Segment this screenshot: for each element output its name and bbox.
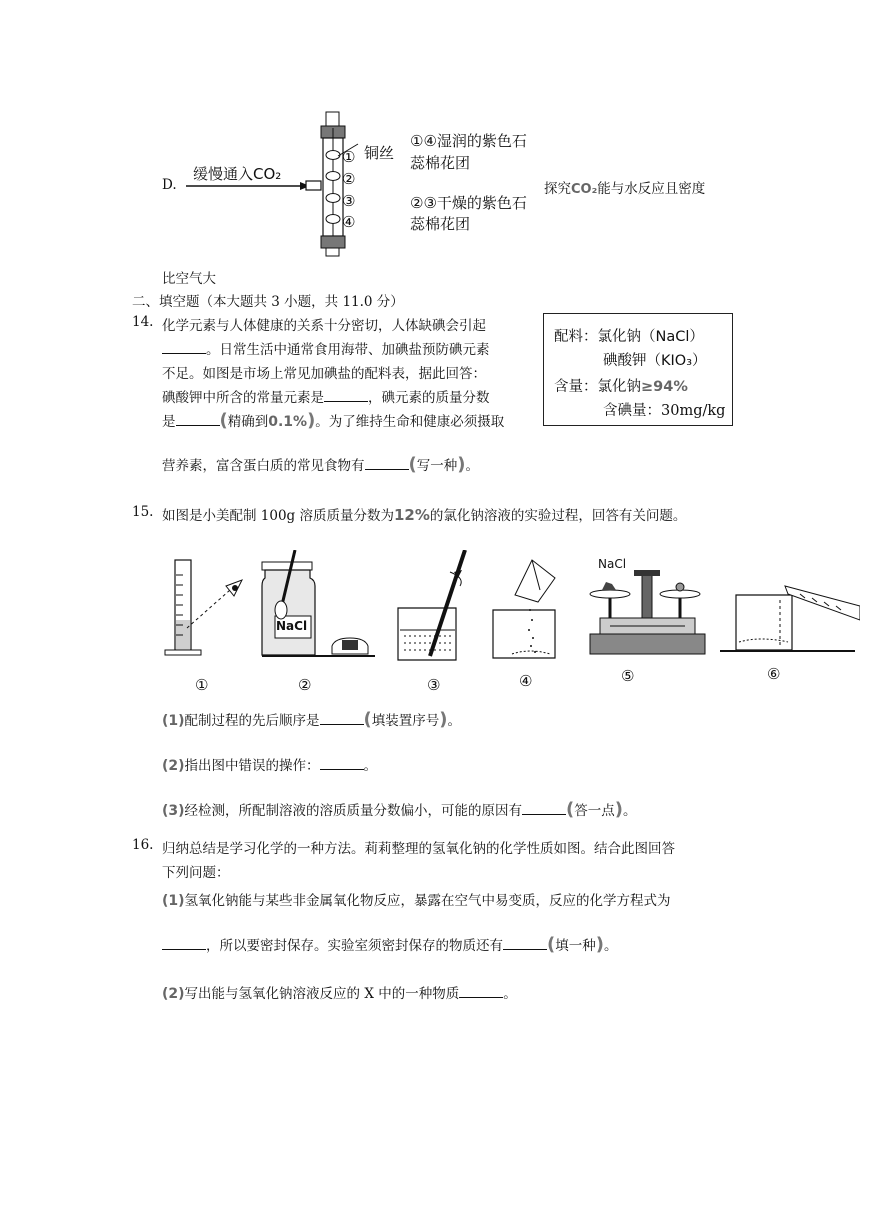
beaker-filling — [720, 586, 860, 651]
jar-label: NaCl — [276, 619, 308, 633]
apparatus-label-2: ② — [298, 676, 312, 694]
ingredient-label: 配料：氯化钠（NaCl） — [554, 329, 704, 345]
content-label: 含量：氯化钠≥94% — [554, 379, 688, 395]
answer-blank[interactable] — [176, 413, 220, 426]
q14-line2: 。日常生活中通常食用海带、加碘盐预防碘元素 — [162, 338, 490, 358]
q14-number: 14. — [132, 314, 154, 330]
section-title: 二、填空题（本大题共 3 小题，共 11.0 分） — [132, 294, 404, 310]
q15-sub1: (1)配制过程的先后顺序是 (填装置序号)。 — [162, 709, 462, 730]
arrow-text: 缓慢通入CO₂ — [193, 165, 282, 183]
q14-line5: 是 (精确到0.1%)。为了维持生命和健康必须摄取 — [162, 410, 505, 431]
q14-line3: 不足。如图是市场上常见加碘盐的配料表，据此回答： — [162, 366, 486, 382]
graduated-cylinder — [165, 560, 242, 655]
circle-num-2: ② — [342, 170, 356, 188]
q16-line1: 归纳总结是学习化学的一种方法。莉莉整理的氢氧化钠的化学性质如图。结合此图回答 — [162, 841, 675, 857]
q15-sub3: (3)经检测，所配制溶液的溶质质量分数偏小，可能的原因有 (答一点)。 — [162, 799, 637, 820]
answer-blank[interactable] — [320, 712, 364, 725]
answer-blank[interactable] — [320, 757, 364, 770]
apparatus-label-3: ③ — [427, 676, 441, 694]
reagent-jar — [262, 550, 375, 656]
apparatus-label-4: ④ — [519, 672, 533, 690]
q15-number: 15. — [132, 504, 154, 520]
iodine-content: 含碘量：30mg/kg — [603, 403, 726, 419]
q15-sub2: (2)指出图中错误的操作： 。 — [162, 758, 378, 774]
option-d-explore-cont: 比空气大 — [162, 271, 216, 287]
q16-sub2: (2)写出能与氢氧化钠溶液反应的 X 中的一种物质 。 — [162, 986, 517, 1002]
dry-cotton-line1: ②③干燥的紫色石 — [410, 194, 527, 212]
answer-blank[interactable] — [503, 937, 547, 950]
q16-sub1-line1: (1)氢氧化钠能与某些非金属氧化物反应，暴露在空气中易变质，反应的化学方程式为 — [162, 893, 671, 909]
wire-label: 铜丝 — [364, 144, 395, 162]
circle-num-4: ④ — [342, 213, 356, 231]
apparatus-label-5: ⑤ — [621, 667, 635, 685]
wet-cotton-line1: ①④湿润的紫色石 — [410, 132, 527, 150]
q14-line1: 化学元素与人体健康的关系十分密切，人体缺碘会引起 — [162, 318, 486, 334]
q16-line2: 下列问题： — [162, 865, 230, 881]
answer-blank[interactable] — [162, 341, 206, 354]
answer-blank[interactable] — [522, 802, 566, 815]
answer-blank[interactable] — [324, 389, 368, 402]
answer-blank[interactable] — [365, 457, 409, 470]
q16-number: 16. — [132, 837, 154, 853]
q14-line4: 碘酸钾中所含的常量元素是 ，碘元素的质量分数 — [162, 390, 490, 406]
balance-scale — [590, 570, 705, 654]
option-d-explore: 探究CO₂能与水反应且密度 — [544, 181, 706, 197]
beaker-pouring — [493, 560, 555, 658]
experiment-apparatus — [160, 550, 860, 665]
q15-line1: 如图是小美配制 100g 溶质质量分数为12%的氯化钠溶液的实验过程，回答有关问题。 — [162, 506, 687, 524]
ingredient-2: 碘酸钾（KIO₃） — [603, 353, 707, 369]
apparatus-label-1: ① — [195, 676, 209, 694]
dry-cotton-line2: 蕊棉花团 — [410, 215, 471, 233]
beaker-stirring — [398, 550, 465, 660]
answer-blank[interactable] — [162, 937, 206, 950]
q14-line6: 营养素，富含蛋白质的常见食物有 (写一种)。 — [162, 454, 479, 475]
circle-num-3: ③ — [342, 192, 356, 210]
wet-cotton-line2: 蕊棉花团 — [410, 154, 471, 172]
circle-num-1: ① — [342, 148, 356, 166]
answer-blank[interactable] — [459, 985, 503, 998]
balance-label: NaCl — [598, 557, 627, 571]
option-d-label: D. — [162, 177, 177, 193]
apparatus-label-6: ⑥ — [767, 665, 781, 683]
q16-sub1-line2: ，所以要密封保存。实验室须密封保存的物质还有 (填一种)。 — [162, 934, 617, 955]
